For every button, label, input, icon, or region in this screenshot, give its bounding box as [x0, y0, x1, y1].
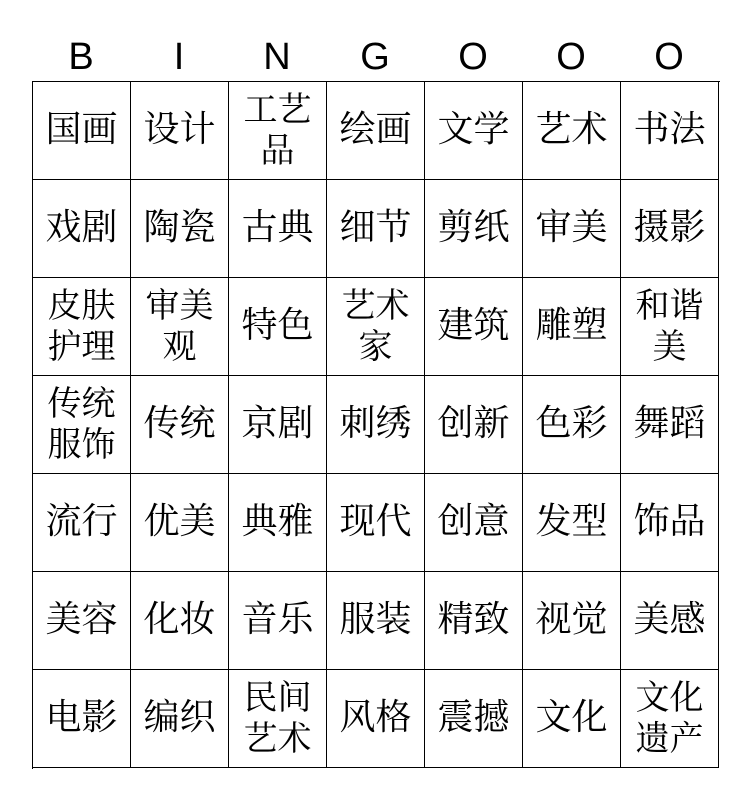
- bingo-cell[interactable]: [425, 278, 523, 376]
- bingo-cell[interactable]: [327, 670, 425, 768]
- bingo-cell[interactable]: [33, 376, 131, 474]
- header-letter: O: [654, 36, 684, 78]
- bingo-cell[interactable]: [621, 670, 719, 768]
- header-letter: O: [458, 36, 488, 78]
- bingo-cell-text: 优美: [143, 501, 216, 543]
- bingo-cell-text: 化妆: [143, 599, 216, 641]
- bingo-cell[interactable]: [229, 474, 327, 572]
- bingo-cell-text: 舞蹈: [633, 403, 706, 445]
- bingo-cell-text: 文学: [437, 109, 510, 151]
- bingo-cell-text: 文化遗产: [635, 678, 704, 759]
- bingo-cell[interactable]: [131, 180, 229, 278]
- header-letter: B: [68, 36, 94, 78]
- bingo-cell[interactable]: [229, 278, 327, 376]
- bingo-cell-text: 陶瓷: [143, 207, 216, 249]
- header-letter: O: [556, 36, 586, 78]
- bingo-cell-text: 风格: [339, 697, 412, 739]
- bingo-cell[interactable]: [425, 376, 523, 474]
- bingo-cell[interactable]: [229, 670, 327, 768]
- bingo-cell-text: 皮肤护理: [47, 286, 116, 367]
- bingo-cell[interactable]: [229, 572, 327, 670]
- bingo-cell[interactable]: [621, 82, 719, 180]
- bingo-grid: [32, 81, 720, 769]
- bingo-cell-text: 电影: [45, 697, 118, 739]
- bingo-cell-text: 传统服饰: [47, 384, 116, 465]
- bingo-cell[interactable]: [327, 278, 425, 376]
- bingo-cell-text: 设计: [143, 109, 216, 151]
- bingo-cell[interactable]: [229, 376, 327, 474]
- bingo-cell[interactable]: [33, 572, 131, 670]
- bingo-cell[interactable]: [425, 670, 523, 768]
- bingo-cell-text: 审美: [535, 207, 608, 249]
- bingo-cell[interactable]: [33, 474, 131, 572]
- bingo-cell[interactable]: [327, 572, 425, 670]
- bingo-cell-text: 美感: [633, 599, 706, 641]
- bingo-cell-text: 美容: [45, 599, 118, 641]
- bingo-cell[interactable]: [425, 474, 523, 572]
- bingo-cell-text: 音乐: [241, 599, 314, 641]
- bingo-cell[interactable]: [229, 180, 327, 278]
- bingo-cell-text: 特色: [241, 305, 314, 347]
- bingo-cell-text: 震撼: [437, 697, 510, 739]
- bingo-cell[interactable]: [131, 376, 229, 474]
- bingo-cell-text: 摄影: [633, 207, 706, 249]
- bingo-cell[interactable]: [523, 572, 621, 670]
- header-letter: I: [173, 36, 185, 78]
- bingo-header: [32, 34, 718, 80]
- bingo-cell-text: 剪纸: [437, 207, 510, 249]
- bingo-cell-text: 和谐美: [635, 286, 704, 367]
- bingo-cell[interactable]: [425, 572, 523, 670]
- bingo-cell[interactable]: [523, 474, 621, 572]
- bingo-cell-text: 色彩: [535, 403, 608, 445]
- bingo-cell[interactable]: [621, 180, 719, 278]
- bingo-cell-text: 视觉: [535, 599, 608, 641]
- bingo-cell-text: 戏剧: [45, 207, 118, 249]
- bingo-cell[interactable]: [523, 82, 621, 180]
- bingo-cell-text: 现代: [339, 501, 412, 543]
- bingo-cell-text: 服装: [339, 599, 412, 641]
- bingo-cell[interactable]: [523, 376, 621, 474]
- bingo-cell[interactable]: [621, 278, 719, 376]
- bingo-cell[interactable]: [33, 82, 131, 180]
- bingo-cell-text: 细节: [339, 207, 412, 249]
- bingo-cell-text: 典雅: [241, 501, 314, 543]
- bingo-cell[interactable]: [523, 278, 621, 376]
- bingo-cell-text: 建筑: [437, 305, 510, 347]
- bingo-cell-text: 传统: [143, 403, 216, 445]
- bingo-cell-text: 发型: [535, 501, 608, 543]
- bingo-cell-text: 艺术家: [341, 286, 410, 367]
- bingo-cell[interactable]: [131, 572, 229, 670]
- bingo-cell-text: 创新: [437, 403, 510, 445]
- bingo-cell[interactable]: [621, 572, 719, 670]
- bingo-cell[interactable]: [327, 376, 425, 474]
- bingo-cell-text: 工艺品: [243, 90, 312, 171]
- bingo-cell-text: 书法: [633, 109, 706, 151]
- bingo-cell[interactable]: [621, 376, 719, 474]
- bingo-cell-text: 古典: [241, 207, 314, 249]
- bingo-cell-text: 文化: [535, 697, 608, 739]
- bingo-cell[interactable]: [327, 474, 425, 572]
- bingo-cell[interactable]: [229, 82, 327, 180]
- bingo-cell[interactable]: [33, 180, 131, 278]
- bingo-cell[interactable]: [327, 180, 425, 278]
- bingo-cell[interactable]: [131, 82, 229, 180]
- bingo-cell[interactable]: [523, 180, 621, 278]
- bingo-cell[interactable]: [327, 82, 425, 180]
- bingo-cell[interactable]: [131, 670, 229, 768]
- header-letter: N: [263, 36, 291, 78]
- bingo-cell[interactable]: [131, 278, 229, 376]
- bingo-cell-text: 雕塑: [535, 305, 608, 347]
- bingo-cell-text: 绘画: [339, 109, 412, 151]
- header-letter: G: [360, 36, 390, 78]
- bingo-cell[interactable]: [621, 474, 719, 572]
- bingo-cell-text: 艺术: [535, 109, 608, 151]
- bingo-cell-text: 创意: [437, 501, 510, 543]
- bingo-cell-text: 刺绣: [339, 403, 412, 445]
- bingo-cell-text: 审美观: [145, 286, 214, 367]
- bingo-cell[interactable]: [131, 474, 229, 572]
- bingo-cell-text: 京剧: [241, 403, 314, 445]
- bingo-cell-text: 饰品: [633, 501, 706, 543]
- bingo-cell[interactable]: [425, 82, 523, 180]
- bingo-cell[interactable]: [523, 670, 621, 768]
- bingo-cell-text: 编织: [143, 697, 216, 739]
- bingo-cell-text: 流行: [45, 501, 118, 543]
- bingo-cell-text: 国画: [45, 109, 118, 151]
- bingo-cell-text: 民间艺术: [243, 678, 312, 759]
- bingo-cell[interactable]: [425, 180, 523, 278]
- bingo-cell[interactable]: [33, 670, 131, 768]
- bingo-cell-text: 精致: [437, 599, 510, 641]
- bingo-cell[interactable]: [33, 278, 131, 376]
